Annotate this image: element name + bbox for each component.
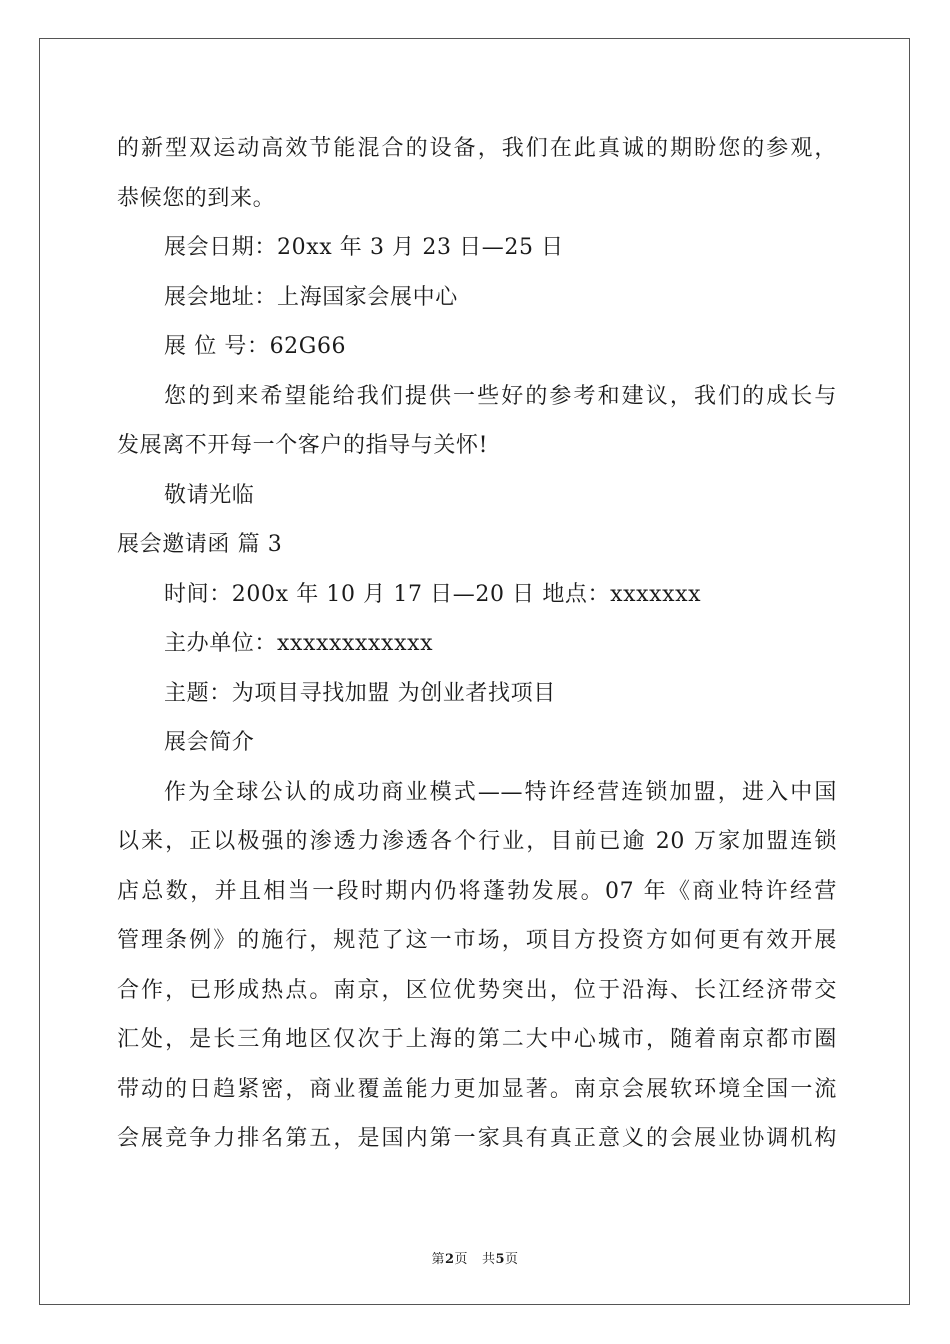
- text-line: 带动的日趋紧密，商业覆盖能力更加显著。南京会展软环境全国一流: [117, 1076, 837, 1102]
- text-line: 店总数，并且相当一段时期内仍将蓬勃发展。07 年《商业特许经营: [117, 878, 837, 904]
- text-line: 敬请光临: [164, 482, 255, 508]
- text-line: 恭候您的到来。: [117, 185, 276, 211]
- footer-total-suffix: 页: [505, 1252, 519, 1267]
- text-line: 您的到来希望能给我们提供一些好的参考和建议，我们的成长与: [164, 383, 837, 409]
- text-line: 主题：为项目寻找加盟 为创业者找项目: [164, 680, 556, 706]
- text-line: 作为全球公认的成功商业模式——特许经营连锁加盟，进入中国: [164, 779, 837, 805]
- text-line: 展会邀请函 篇 3: [117, 532, 283, 557]
- text-line: 的新型双运动高效节能混合的设备，我们在此真诚的期盼您的参观，: [117, 136, 837, 161]
- text-line: 展 位 号：62G66: [164, 334, 347, 359]
- text-line: 管理条例》的施行，规范了这一市场，项目方投资方如何更有效开展: [117, 928, 837, 953]
- text-line: 主办单位：xxxxxxxxxxxx: [164, 631, 434, 656]
- footer-page-number: 2: [444, 1252, 455, 1267]
- page-footer: [0, 1248, 950, 1267]
- text-line: 时间：200x 年 10 月 17 日—20 日 地点：xxxxxxx: [164, 581, 702, 607]
- text-line: 发展离不开每一个客户的指导与关怀!: [117, 433, 489, 458]
- text-line: 以来，正以极强的渗透力渗透各个行业，目前已逾 20 万家加盟连锁: [117, 829, 837, 854]
- footer-total-pages: 5: [495, 1252, 506, 1267]
- text-line: 展会地址：上海国家会展中心: [164, 284, 458, 310]
- text-line: 汇处，是长三角地区仅次于上海的第二大中心城市，随着南京都市圈: [117, 1027, 837, 1052]
- text-line: 会展竞争力排名第五，是国内第一家具有真正意义的会展业协调机构: [117, 1126, 837, 1151]
- document-body: [117, 124, 837, 1164]
- text-line: 展会日期：20xx 年 3 月 23 日—25 日: [164, 235, 564, 260]
- footer-total-prefix: 共: [481, 1252, 496, 1267]
- text-line: 展会简介: [164, 730, 255, 755]
- text-line: 合作，已形成热点。南京，区位优势突出，位于沿海、长江经济带交: [117, 977, 837, 1003]
- footer-page-prefix: 第: [431, 1252, 445, 1267]
- footer-page-suffix: 页: [454, 1252, 469, 1267]
